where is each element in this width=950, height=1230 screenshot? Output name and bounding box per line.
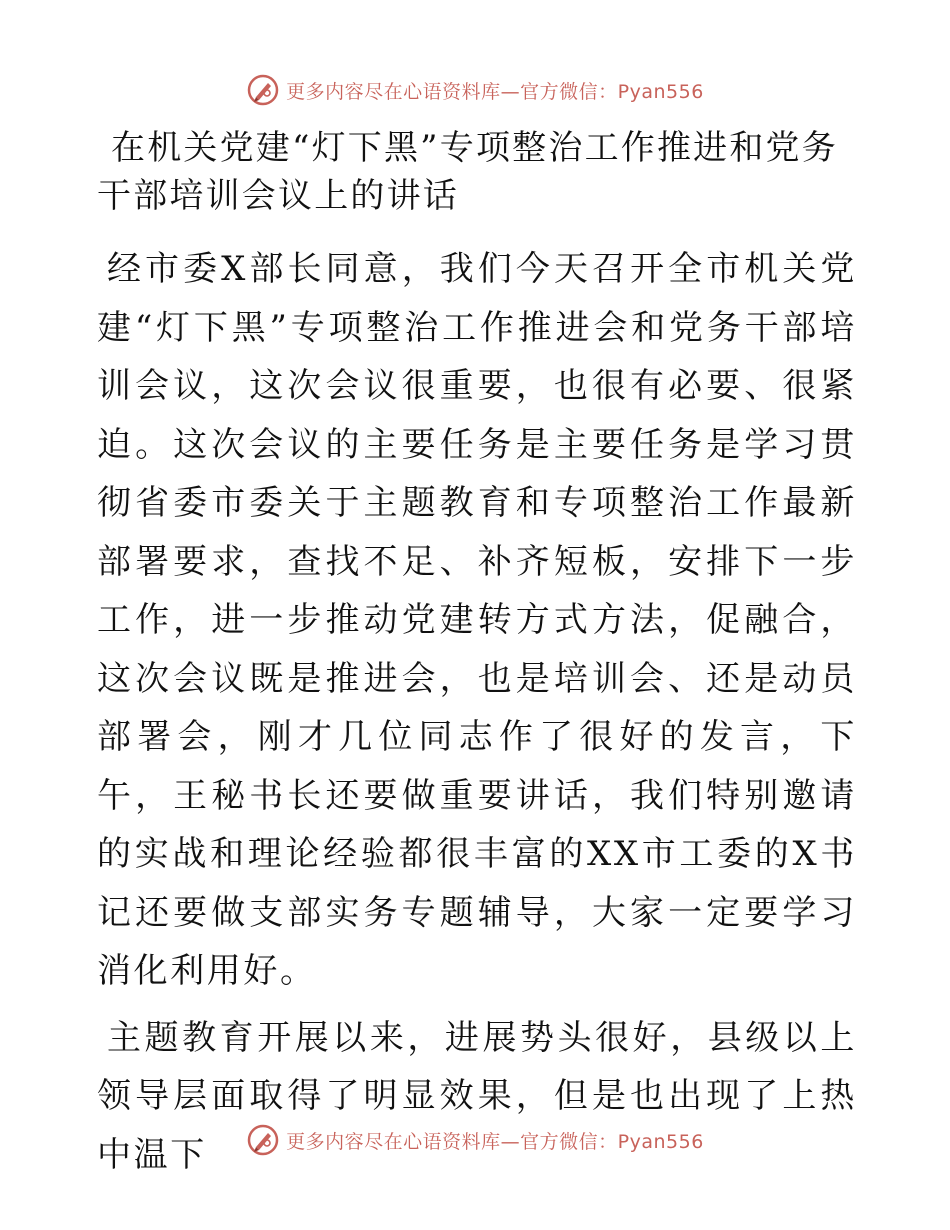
paragraph-2-text: 主题教育开展以来，进展势头很好，县级以上领导层面取得了明显效果，但是也出现了上热中温下 (97, 1017, 857, 1175)
title-line-1: 在机关党建“灯下黑”专项整治工作推进和党务 (111, 128, 838, 168)
document-body (97, 124, 857, 1192)
pen-logo-icon (246, 1123, 280, 1157)
watermark-text: 更多内容尽在心语资料库—官方微信：Pyan556 (286, 1130, 704, 1153)
document-title (97, 124, 857, 220)
footer-watermark (0, 1120, 950, 1160)
paragraph-1 (97, 240, 857, 1001)
header-watermark (0, 70, 950, 110)
title-line-2: 干部培训会议上的讲话 (97, 176, 459, 216)
watermark-text: 更多内容尽在心语资料库—官方微信：Pyan556 (286, 80, 704, 103)
pen-logo-icon (246, 73, 280, 107)
paragraph-1-text: 经市委X部长同意，我们今天召开全市机关党建“灯下黑”专项整治工作推进会和党务干部培训会议，这次会议很重要，也很有必要、很紧迫。这次会议的主要任务是主要任务是学习贯彻省委市委关于主题教育和专项整治工作最新部署要求，查找不足、补齐短板，安排下一步工作，进一步推动党建转方式方法，促融合，这次会议既是推进会，也是培训会、还是动员部署会，刚才几位同志作了很好的发言，下午，王秘书长还要做重要讲话，我们特别邀请的实战和理论经验都很丰富的XX市工委的X书记还要做支部实务专题辅导，大家一定要学习消化利用好。 (97, 249, 857, 991)
